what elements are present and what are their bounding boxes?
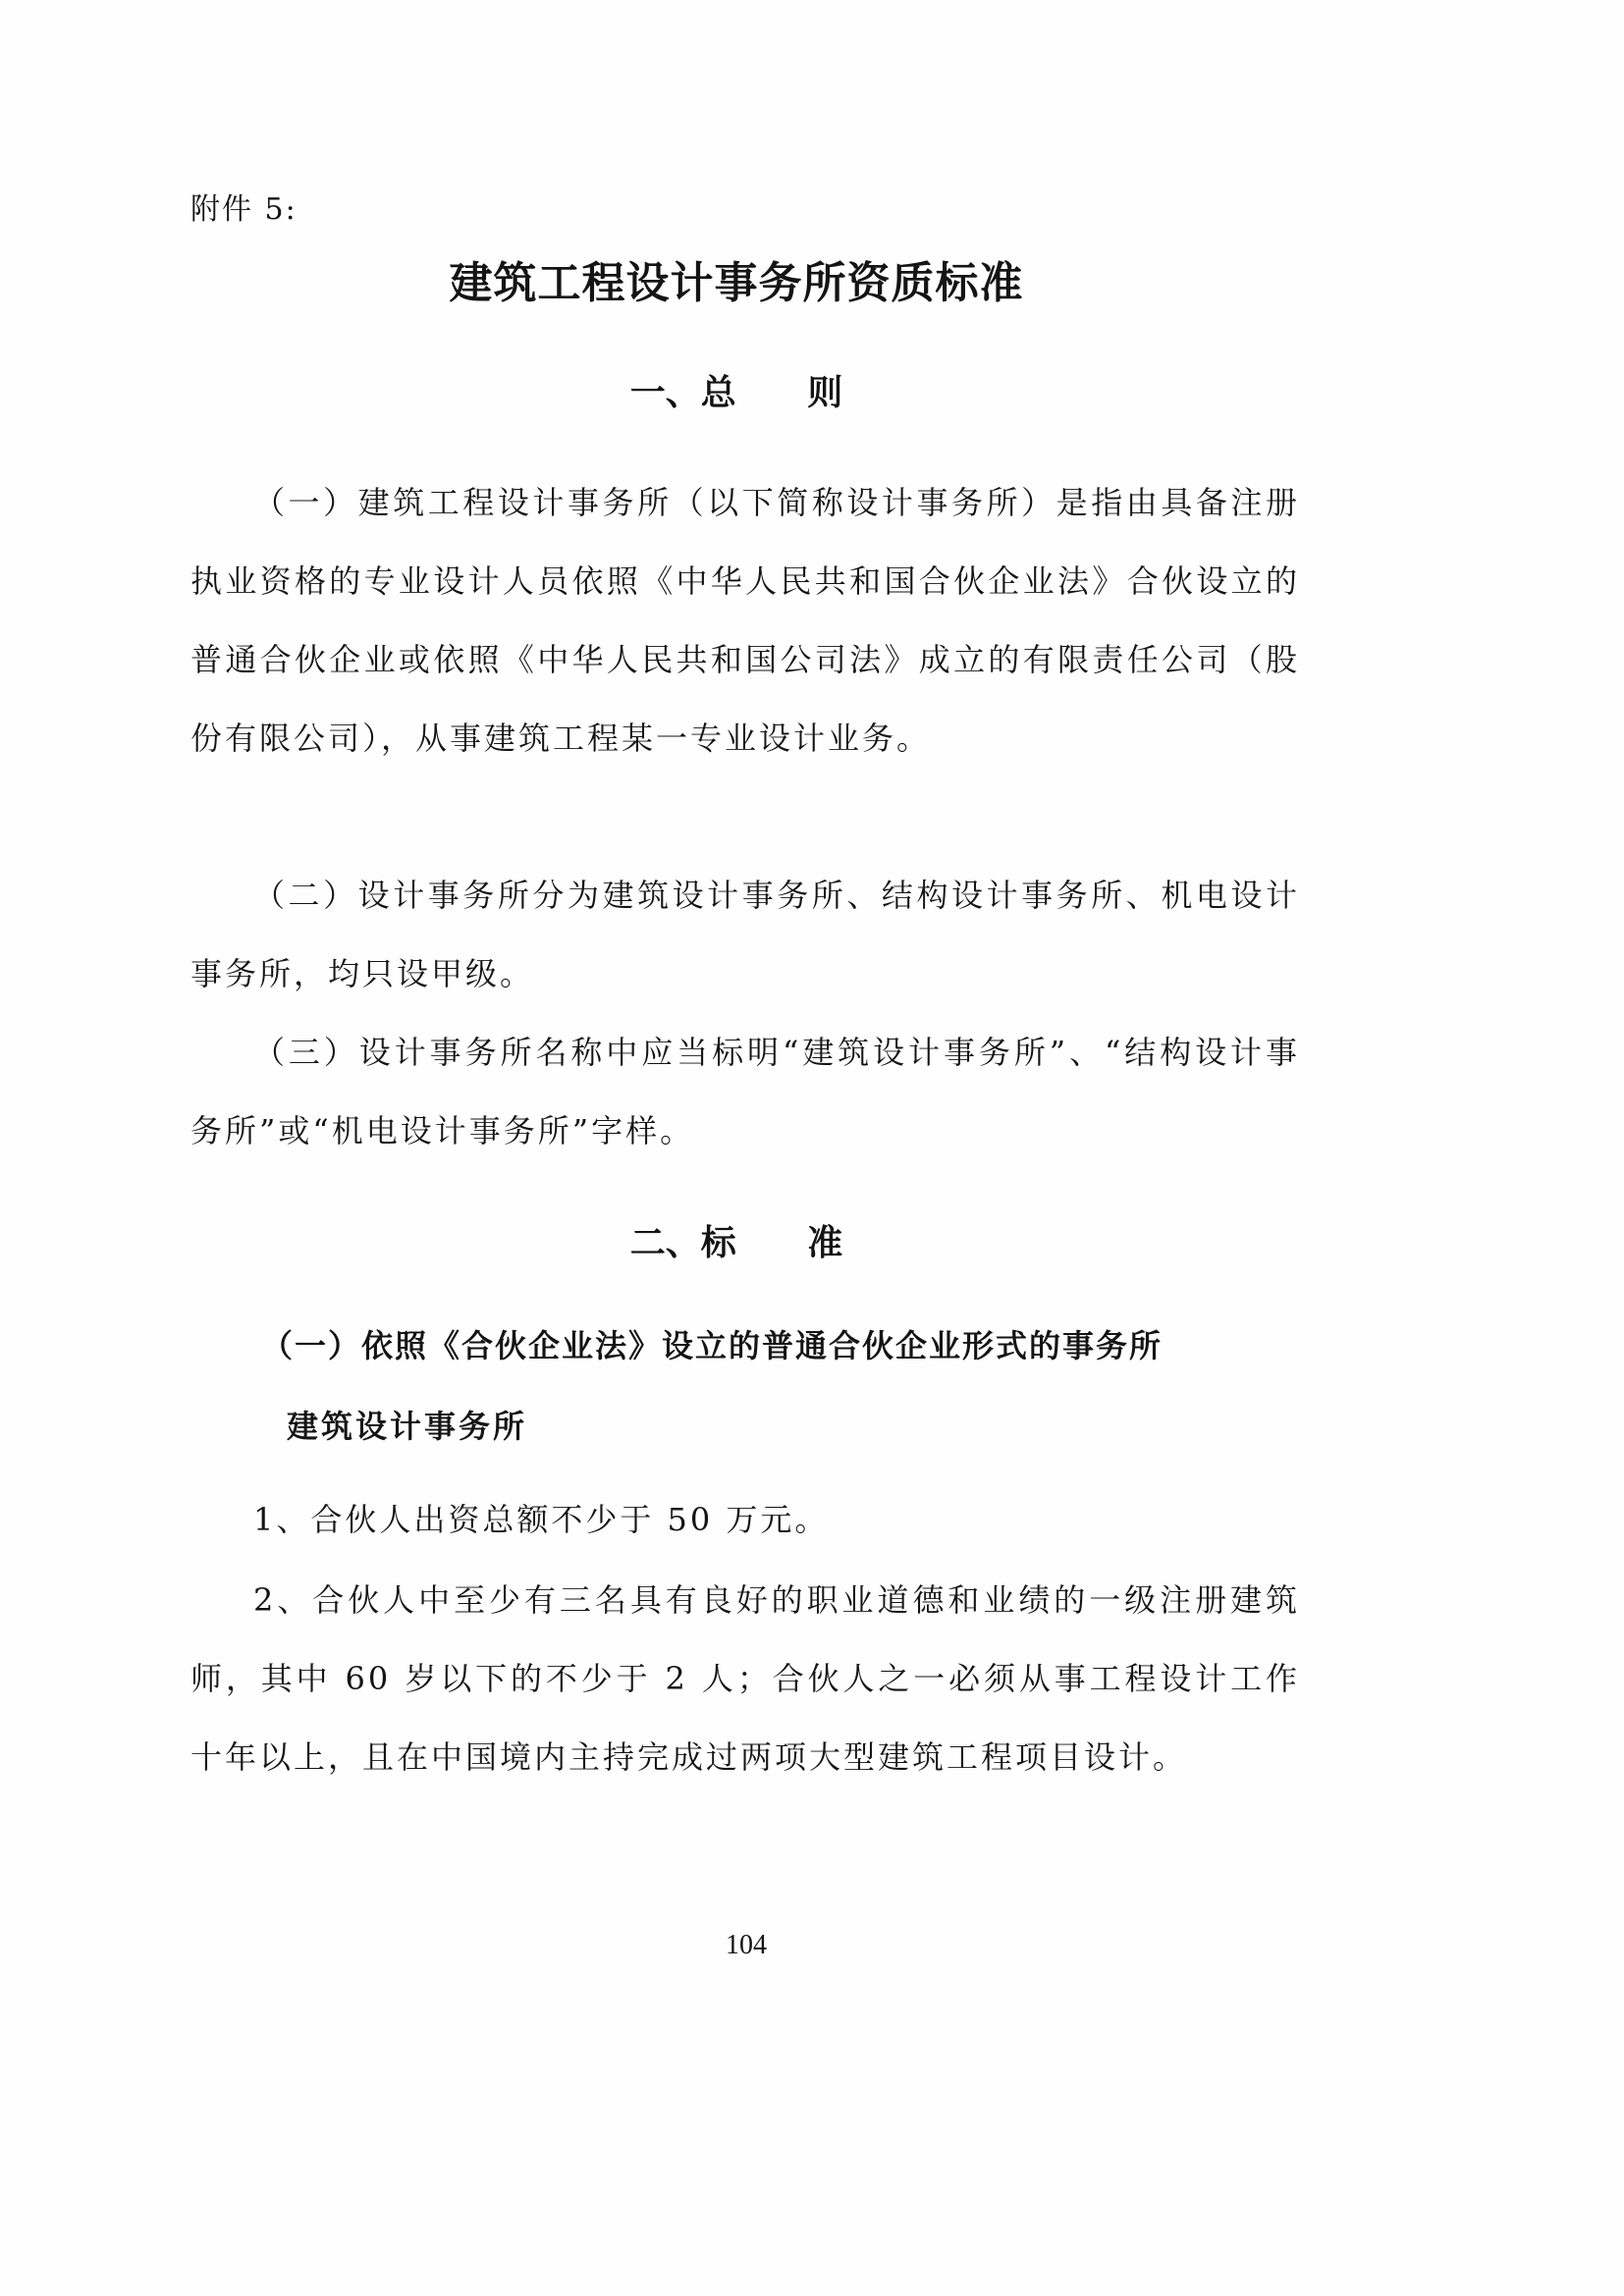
document-title: 建筑工程设计事务所资质标准	[449, 258, 1024, 308]
paragraph-1: （一）建筑工程设计事务所（以下简称设计事务所）是指由具备注册执业资格的专业设计人员依照《中华人民共和国合伙企业法》合伙设立的普通合伙企业或依照《中华人民共和国公司法》成立的有限责任公司（股份有限公司），从事建筑工程某一专业设计业务。	[190, 484, 1300, 757]
requirement-item-2: 2、合伙人中至少有三名具有良好的职业道德和业绩的一级注册建筑师，其中 60 岁以下的不少于 2 人；合伙人之一必须从事工程设计工作十年以上，且在中国境内主持完成过两项大型建筑工程项目设计。	[190, 1581, 1300, 1776]
section-heading-general: 一、总 则	[629, 373, 843, 413]
section-heading-standards: 二、标 准	[629, 1223, 843, 1263]
attachment-label: 附件 5:	[190, 192, 298, 227]
office-type-heading: 建筑设计事务所	[287, 1408, 528, 1445]
partnership-subheading: （一）依照《合伙企业法》设立的普通合伙企业形式的事务所	[261, 1327, 1164, 1364]
paragraph-2: （二）设计事务所分为建筑设计事务所、结构设计事务所、机电设计事务所，均只设甲级。	[190, 877, 1300, 992]
page-number: 104	[726, 1930, 767, 1960]
requirement-item-1: 1、合伙人出资总额不少于 50 万元。	[253, 1501, 830, 1538]
paragraph-3: （三）设计事务所名称中应当标明“建筑设计事务所”、“结构设计事务所”或“机电设计事务所”字样。	[190, 1034, 1300, 1149]
